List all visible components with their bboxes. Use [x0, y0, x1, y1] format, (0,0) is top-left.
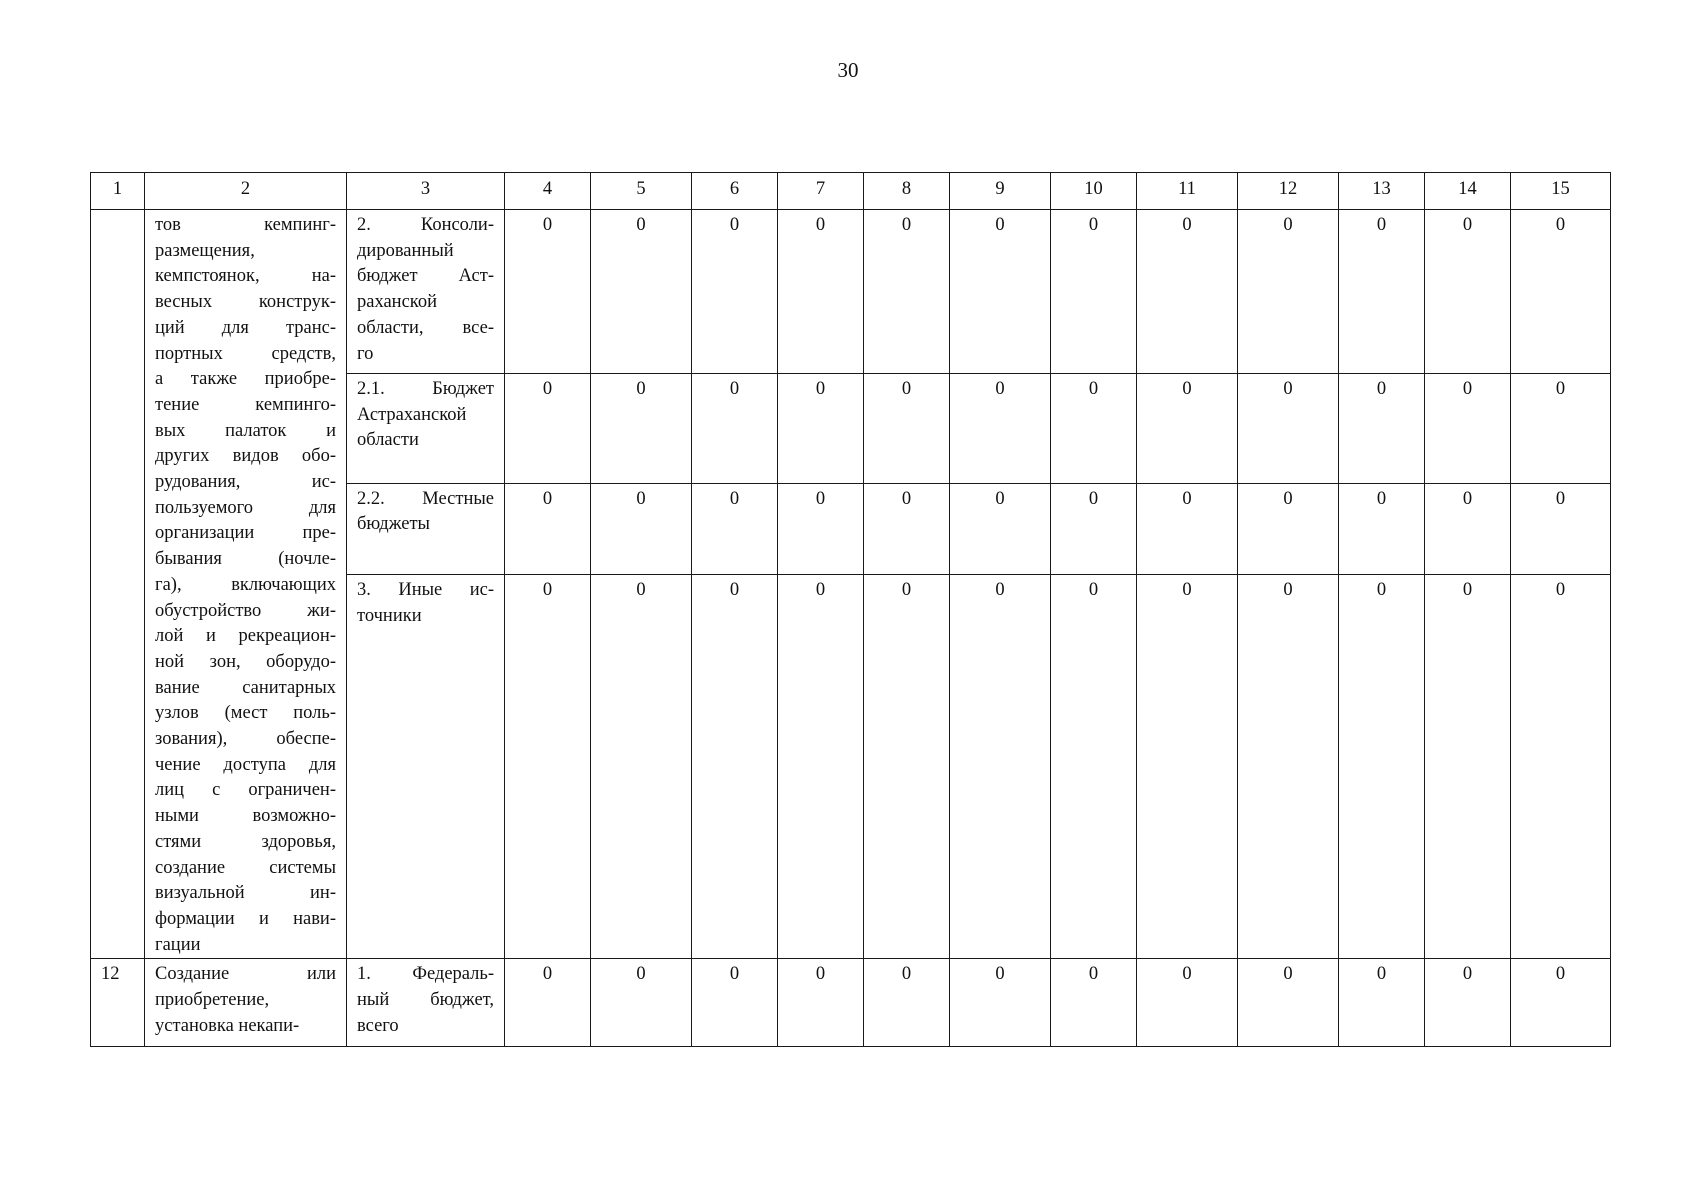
- text-line: лой и рекреацион-: [155, 626, 336, 647]
- value-cell-col-12: 0: [1238, 483, 1339, 574]
- value-cell-col-6: 0: [692, 373, 778, 483]
- text-line: ными возможно-: [155, 806, 336, 827]
- value-cell-col-9: 0: [950, 483, 1051, 574]
- value-cell-col-4: 0: [505, 959, 591, 1047]
- page-number: 30: [837, 58, 859, 82]
- value-cell-col-8: 0: [864, 574, 950, 958]
- value-cell-col-14: 0: [1425, 373, 1511, 483]
- value-cell-col-5: 0: [591, 959, 692, 1047]
- text-line: размещения,: [155, 240, 255, 261]
- text-line: раханской: [357, 292, 437, 313]
- text-line: ций для транс-: [155, 317, 336, 338]
- value-cell-col-4: 0: [505, 483, 591, 574]
- value-cell-col-6: 0: [692, 959, 778, 1047]
- text-line: организации пре-: [155, 523, 336, 544]
- header-cell-col-15: 15: [1511, 173, 1611, 210]
- value-cell-col-14: 0: [1425, 959, 1511, 1047]
- funding-source-cell: [347, 373, 505, 483]
- value-cell-col-13: 0: [1339, 483, 1425, 574]
- value-cell-col-4: 0: [505, 574, 591, 958]
- value-cell-col-11: 0: [1137, 959, 1238, 1047]
- value-cell-col-14: 0: [1425, 574, 1511, 958]
- text-line: установка некапи-: [155, 1015, 300, 1036]
- header-cell-col-9: 9: [950, 173, 1051, 210]
- text-line: Создание или: [155, 964, 336, 985]
- value-cell-col-12: 0: [1238, 210, 1339, 374]
- value-cell-col-7: 0: [778, 210, 864, 374]
- value-cell-col-5: 0: [591, 574, 692, 958]
- header-cell-col-7: 7: [778, 173, 864, 210]
- funding-source-cell: [347, 574, 505, 958]
- header-cell-col-4: 4: [505, 173, 591, 210]
- value-cell-col-8: 0: [864, 959, 950, 1047]
- header-row: [91, 173, 1611, 210]
- value-cell-col-5: 0: [591, 483, 692, 574]
- header-cell-col-5: 5: [591, 173, 692, 210]
- value-cell-col-6: 0: [692, 483, 778, 574]
- value-cell-col-6: 0: [692, 210, 778, 374]
- value-cell-col-15: 0: [1511, 373, 1611, 483]
- text-line: бюджет Аст-: [357, 266, 494, 287]
- header-cell-col-6: 6: [692, 173, 778, 210]
- header-cell-col-1: 1: [91, 173, 145, 210]
- value-cell-col-11: 0: [1137, 574, 1238, 958]
- text-line: приобретение,: [155, 990, 270, 1011]
- activity-description-cell: [145, 210, 347, 959]
- text-line: 2. Консоли-: [357, 215, 494, 235]
- text-line: лиц с ограничен-: [155, 780, 336, 801]
- text-line: тение кемпинго-: [155, 394, 336, 415]
- value-cell-col-12: 0: [1238, 574, 1339, 958]
- value-cell-col-15: 0: [1511, 210, 1611, 374]
- value-cell-col-9: 0: [950, 210, 1051, 374]
- value-cell-col-13: 0: [1339, 210, 1425, 374]
- header-cell-col-2: 2: [145, 173, 347, 210]
- value-cell-col-8: 0: [864, 483, 950, 574]
- text-line: зования), обеспе-: [155, 729, 336, 750]
- table-row: [91, 210, 1611, 374]
- value-cell-col-15: 0: [1511, 574, 1611, 958]
- value-cell-col-10: 0: [1051, 959, 1137, 1047]
- header-cell-col-3: 3: [347, 173, 505, 210]
- funding-source-cell: [347, 210, 505, 374]
- text-line: стями здоровья,: [155, 831, 336, 852]
- value-cell-col-10: 0: [1051, 373, 1137, 483]
- value-cell-col-10: 0: [1051, 483, 1137, 574]
- header-cell-col-12: 12: [1238, 173, 1339, 210]
- text-line: 2.2. Местные: [357, 488, 494, 509]
- value-cell-col-13: 0: [1339, 574, 1425, 958]
- value-cell-col-11: 0: [1137, 373, 1238, 483]
- text-line: обустройство жи-: [155, 600, 336, 621]
- value-cell-col-14: 0: [1425, 210, 1511, 374]
- text-line: чение доступа для: [155, 754, 336, 775]
- text-line: дированный: [357, 240, 454, 261]
- table-body: [91, 210, 1611, 1047]
- text-line: 2.1. Бюджет: [357, 378, 494, 399]
- text-line: гации: [155, 934, 201, 955]
- value-cell-col-6: 0: [692, 574, 778, 958]
- text-line: ной зон, оборудо-: [155, 651, 336, 672]
- value-cell-col-7: 0: [778, 574, 864, 958]
- text-line: 1. Федераль-: [357, 964, 494, 985]
- text-line: вых палаток и: [155, 420, 336, 441]
- value-cell-col-13: 0: [1339, 959, 1425, 1047]
- row-number-cell: [91, 210, 145, 959]
- value-cell-col-4: 0: [505, 210, 591, 374]
- value-cell-col-10: 0: [1051, 210, 1137, 374]
- text-line: весных конструк-: [155, 292, 336, 313]
- text-line: визуальной ин-: [155, 883, 336, 904]
- value-cell-col-9: 0: [950, 373, 1051, 483]
- text-line: бывания (ночле-: [155, 549, 336, 570]
- text-line: рудования, ис-: [155, 472, 336, 493]
- funding-source-cell: [347, 959, 505, 1047]
- text-line: 3. Иные ис-: [357, 579, 494, 600]
- text-line: а также приобре-: [155, 369, 336, 390]
- text-line: узлов (мест поль-: [155, 703, 336, 724]
- text-line: ный бюджет,: [357, 990, 494, 1011]
- header-cell-col-14: 14: [1425, 173, 1511, 210]
- value-cell-col-9: 0: [950, 574, 1051, 958]
- activity-description-cell: [145, 959, 347, 1047]
- value-cell-col-9: 0: [950, 959, 1051, 1047]
- header-cell-col-13: 13: [1339, 173, 1425, 210]
- header-cell-col-8: 8: [864, 173, 950, 210]
- text-line: всего: [357, 1015, 399, 1036]
- value-cell-col-5: 0: [591, 373, 692, 483]
- text-line: других видов обо-: [155, 446, 336, 467]
- value-cell-col-14: 0: [1425, 483, 1511, 574]
- budget-table: [90, 172, 1611, 1047]
- text-line: пользуемого для: [155, 497, 336, 518]
- funding-source-cell: [347, 483, 505, 574]
- value-cell-col-11: 0: [1137, 210, 1238, 374]
- text-line: области: [357, 430, 419, 451]
- text-line: формации и нави-: [155, 908, 336, 929]
- text-line: портных средств,: [155, 343, 336, 364]
- text-line: точники: [357, 605, 422, 626]
- text-line: го: [357, 343, 374, 364]
- value-cell-col-8: 0: [864, 210, 950, 374]
- value-cell-col-15: 0: [1511, 959, 1611, 1047]
- text-line: области, все-: [357, 317, 494, 338]
- text-line: кемпстоянок, на-: [155, 266, 336, 287]
- value-cell-col-12: 0: [1238, 373, 1339, 483]
- value-cell-col-12: 0: [1238, 959, 1339, 1047]
- text-line: га), включающих: [155, 574, 336, 595]
- value-cell-col-7: 0: [778, 373, 864, 483]
- value-cell-col-15: 0: [1511, 483, 1611, 574]
- text-line: бюджеты: [357, 514, 430, 535]
- header-cell-col-10: 10: [1051, 173, 1137, 210]
- text-line: вание санитарных: [155, 677, 336, 698]
- value-cell-col-8: 0: [864, 373, 950, 483]
- value-cell-col-7: 0: [778, 959, 864, 1047]
- value-cell-col-13: 0: [1339, 373, 1425, 483]
- text-line: создание системы: [155, 857, 336, 878]
- row-number-cell: 12: [91, 959, 145, 1047]
- text-line: тов кемпинг-: [155, 215, 336, 235]
- value-cell-col-5: 0: [591, 210, 692, 374]
- value-cell-col-7: 0: [778, 483, 864, 574]
- value-cell-col-4: 0: [505, 373, 591, 483]
- header-cell-col-11: 11: [1137, 173, 1238, 210]
- table-row: [91, 959, 1611, 1047]
- value-cell-col-10: 0: [1051, 574, 1137, 958]
- value-cell-col-11: 0: [1137, 483, 1238, 574]
- text-line: Астраханской: [357, 404, 467, 425]
